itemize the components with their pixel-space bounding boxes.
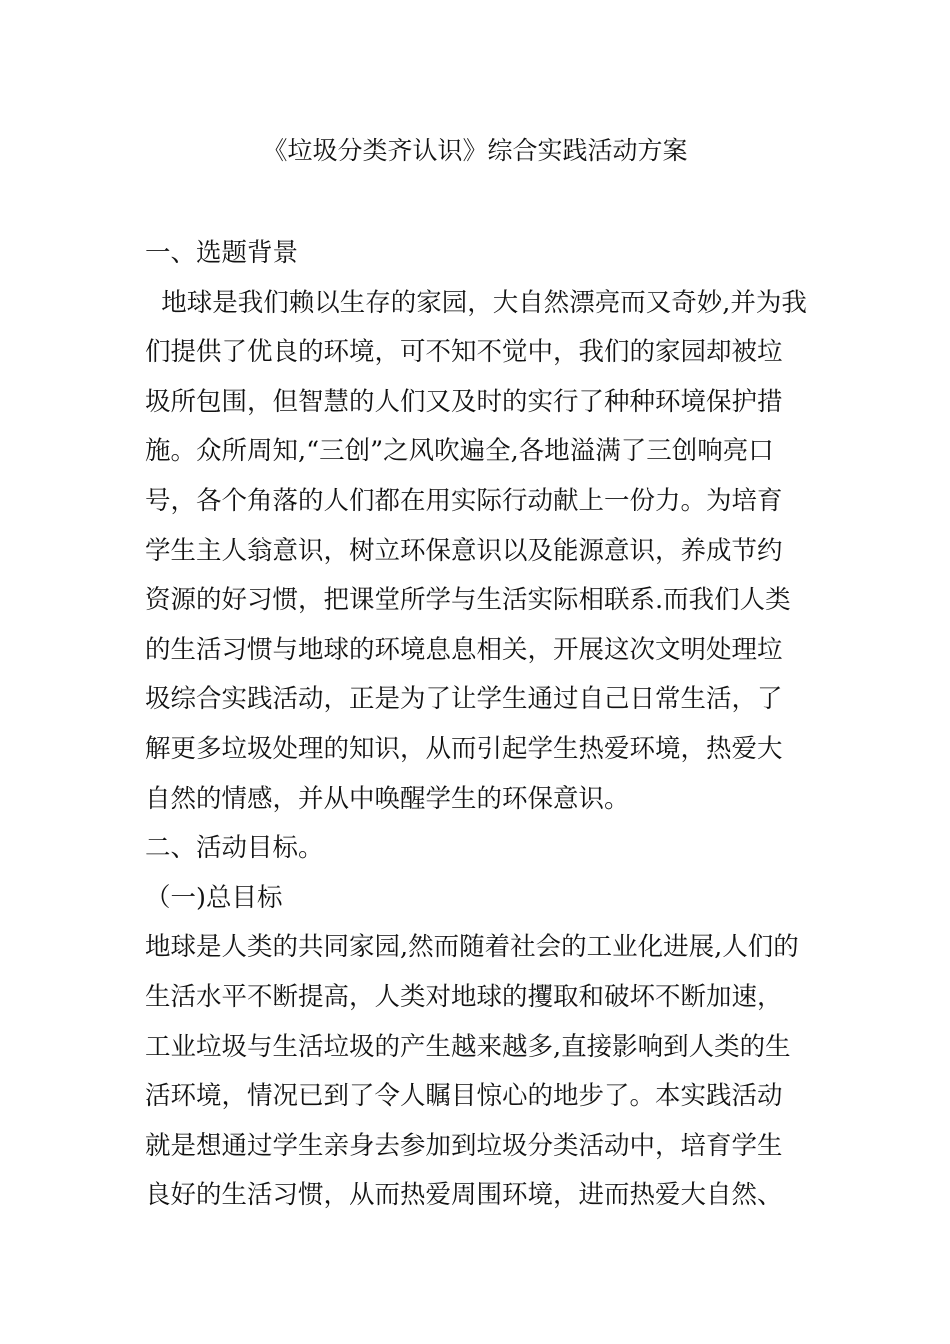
paragraph-line: 们提供了优良的环境，可不知不觉中，我们的家园却被垃 — [145, 337, 783, 368]
paragraph-line: 资源的好习惯，把课堂所学与生活实际相联系.而我们人类 — [145, 585, 791, 616]
document-body — [145, 229, 810, 1221]
paragraph-line: 工业垃圾与生活垃圾的产生越来越多,直接影响到人类的生 — [145, 1031, 791, 1062]
paragraph-line: 地球是我们赖以生存的家园，大自然漂亮而又奇妙,并为我 — [145, 287, 807, 318]
paragraph-line: 圾综合实践活动，正是为了让学生通过自己日常生活，了 — [145, 684, 783, 715]
paragraph-line: 的生活习惯与地球的环境息息相关，开展这次文明处理垃 — [145, 634, 783, 665]
paragraph-line: 活环境，情况已到了令人瞩目惊心的地步了。本实践活动 — [145, 1081, 783, 1112]
paragraph-line: 圾所包围，但智慧的人们又及时的实行了种种环境保护措 — [145, 386, 783, 417]
paragraph-line: 就是想通过学生亲身去参加到垃圾分类活动中，培育学生 — [145, 1130, 783, 1161]
subsection-heading-overall-goal: （一)总目标 — [145, 882, 283, 913]
paragraph-line: 生活水平不断提高，人类对地球的攫取和破坏不断加速， — [145, 981, 783, 1012]
paragraph-line: 自然的情感，并从中唤醒学生的环保意识。 — [145, 783, 630, 814]
paragraph-line: 良好的生活习惯，从而热爱周围环境，进而热爱大自然、 — [145, 1180, 783, 1211]
document-title: 《垃圾分类齐认识》综合实践活动方案 — [262, 136, 688, 165]
section-heading-background: 一、选题背景 — [145, 238, 299, 268]
paragraph-line: 学生主人翁意识，树立环保意识以及能源意识，养成节约 — [145, 535, 783, 566]
section-heading-objectives: 二、活动目标。 — [145, 833, 324, 864]
paragraph-line: 解更多垃圾处理的知识，从而引起学生热爱环境，热爱大 — [145, 733, 783, 764]
paragraph-line: 号，各个角落的人们都在用实际行动献上一份力。为培育 — [145, 485, 783, 516]
paragraph-line: 地球是人类的共同家园,然而随着社会的工业化进展,人们的 — [145, 932, 799, 963]
paragraph-line: 施。众所周知,“三创”之风吹遍全,各地溢满了三创响亮口 — [145, 436, 774, 467]
